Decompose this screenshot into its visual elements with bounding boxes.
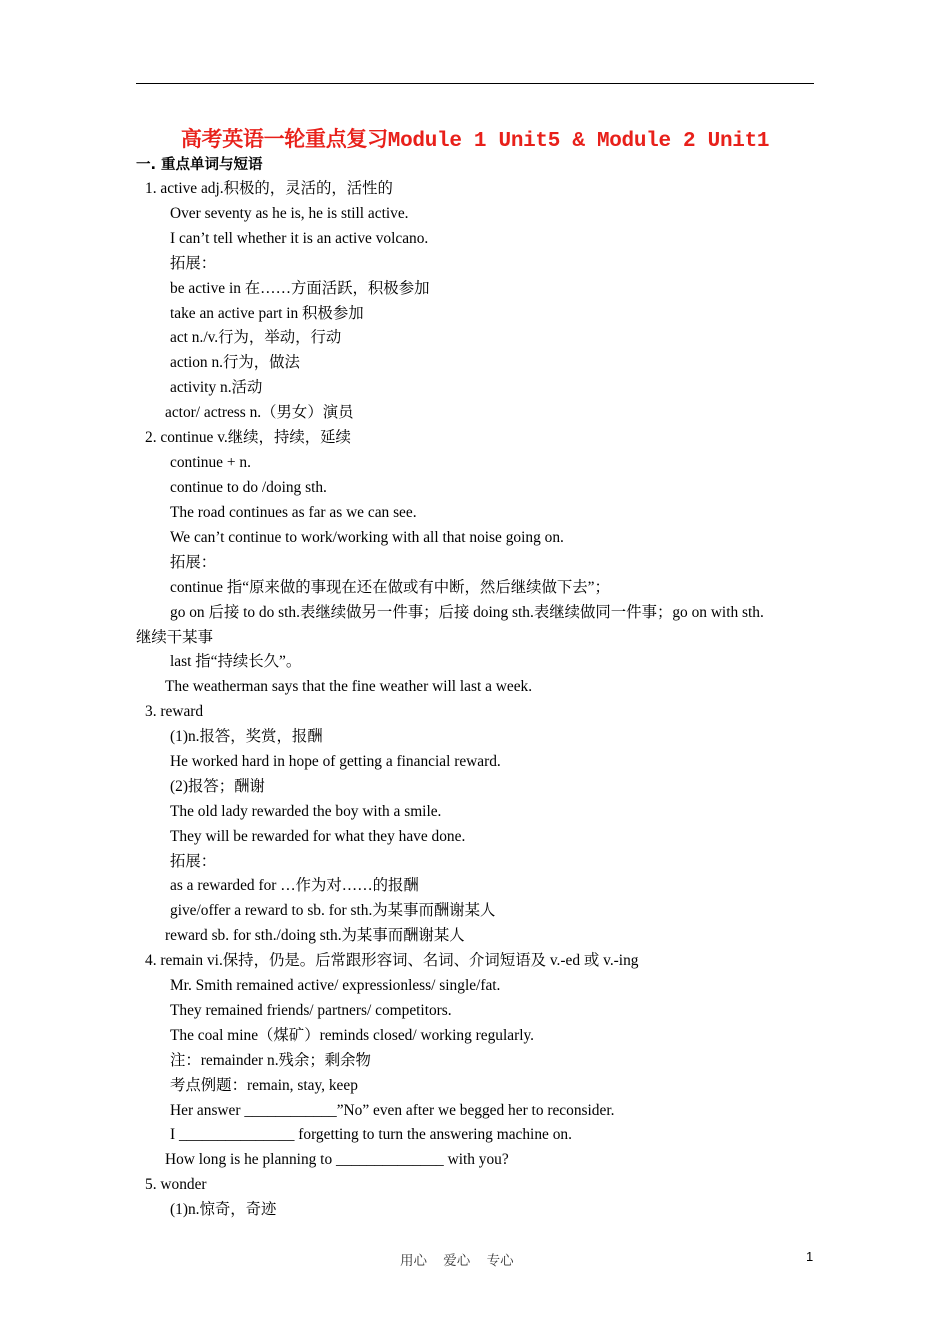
- page-number: 1: [806, 1249, 814, 1264]
- text-line: He worked hard in hope of getting a financial reward.: [170, 753, 501, 770]
- text-line: continue 指“原来做的事现在还在做或有中断，然后继续做下去”；: [170, 579, 610, 596]
- text-line: 5. wonder: [145, 1176, 207, 1193]
- page-footer: 用心 爱心 专心: [400, 1253, 514, 1269]
- text-line: How long is he planning to ______________ with you?: [165, 1151, 509, 1168]
- text-line: give/offer a reward to sb. for sth.为某事而酬谢某人: [170, 902, 496, 919]
- text-line: act n./v.行为，举动，行动: [170, 329, 342, 346]
- text-line: 考点例题：remain, stay, keep: [170, 1077, 358, 1094]
- text-line: 拓展：: [170, 255, 217, 272]
- text-line: 拓展：: [170, 853, 217, 870]
- text-line: 注：remainder n.残余；剩余物: [170, 1052, 371, 1069]
- text-line: continue to do /doing sth.: [170, 479, 327, 496]
- text-line: action n.行为，做法: [170, 354, 300, 371]
- text-line: They remained friends/ partners/ competitors.: [170, 1002, 452, 1019]
- text-line: Mr. Smith remained active/ expressionless/ single/fat.: [170, 977, 501, 994]
- text-line: They will be rewarded for what they have done.: [170, 828, 466, 845]
- text-line: I _______________ forgetting to turn the answering machine on.: [170, 1126, 572, 1143]
- text-line: last 指“持续长久”。: [170, 653, 302, 670]
- text-line: reward sb. for sth./doing sth.为某事而酬谢某人: [165, 927, 465, 944]
- text-line: go on 后接 to do sth.表继续做另一件事；后接 doing sth.表继续做同一件事；go on with sth.: [170, 604, 764, 621]
- text-line: Over seventy as he is, he is still active.: [170, 205, 409, 222]
- text-line: The weatherman says that the fine weather will last a week.: [165, 678, 533, 695]
- text-line: The coal mine（煤矿）reminds closed/ working regularly.: [170, 1027, 535, 1044]
- text-line: 3. reward: [145, 703, 204, 720]
- text-line: 拓展：: [170, 554, 217, 571]
- text-line: continue + n.: [170, 454, 251, 471]
- text-line: actor/ actress n.（男女）演员: [165, 404, 354, 421]
- text-line: We can’t continue to work/working with all that noise going on.: [170, 529, 564, 546]
- text-line: (1)n.惊奇，奇迹: [170, 1201, 277, 1218]
- text-line: 1. active adj.积极的，灵活的，活性的: [145, 180, 393, 197]
- page-title: 高考英语一轮重点复习Module 1 Unit5 & Module 2 Unit1: [180, 130, 770, 153]
- text-line: (2)报答；酬谢: [170, 778, 265, 795]
- text-line: (1)n.报答，奖赏，报酬: [170, 728, 323, 745]
- text-line: Her answer ____________”No” even after we begged her to reconsider.: [170, 1102, 615, 1119]
- text-line: as a rewarded for …作为对……的报酬: [170, 877, 419, 894]
- text-line: 继续干某事: [136, 629, 213, 646]
- header-rule: [136, 83, 814, 84]
- text-line: I can’t tell whether it is an active volcano.: [170, 230, 429, 247]
- text-line: be active in 在……方面活跃，积极参加: [170, 280, 430, 297]
- text-line: 4. remain vi.保持，仍是。后常跟形容词、名词、介词短语及 v.-ed 或 v.-ing: [145, 952, 639, 969]
- section-heading: 一. 重点单词与短语: [136, 157, 263, 173]
- text-line: The road continues as far as we can see.: [170, 504, 417, 521]
- text-line: take an active part in 积极参加: [170, 305, 364, 322]
- text-line: The old lady rewarded the boy with a smile.: [170, 803, 442, 820]
- text-line: activity n.活动: [170, 379, 263, 396]
- text-line: 2. continue v.继续，持续，延续: [145, 429, 351, 446]
